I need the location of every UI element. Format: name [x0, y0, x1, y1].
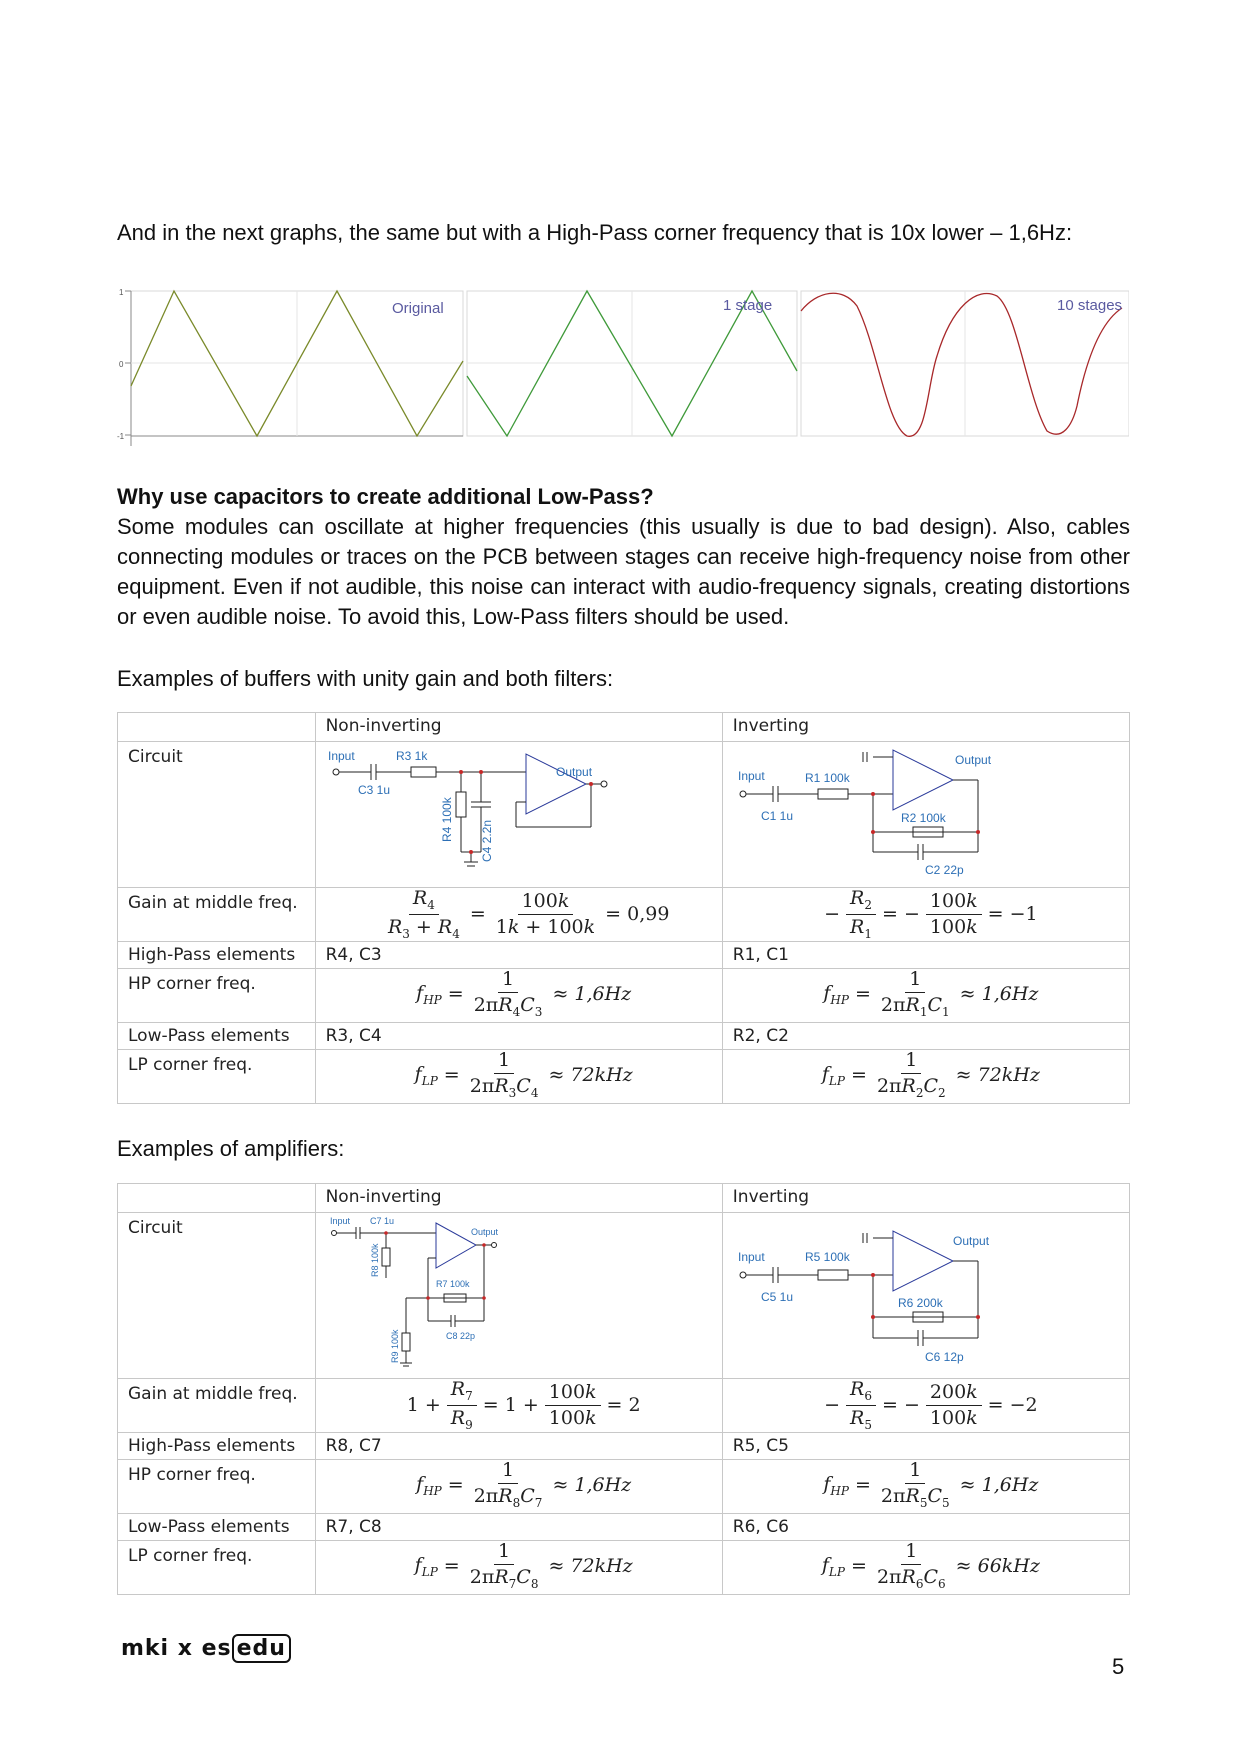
amp-inv-gain-formula: − $\frac{R_6}{R_5}$ = − $\frac{200k}{100k}$ = −2: [824, 1378, 1038, 1432]
amp-row-label-lp-elements: Low-Pass elements: [118, 1514, 316, 1541]
buffer-inv-hp-elements: R1, C1: [722, 942, 1129, 969]
footer-logo: [121, 1636, 291, 1661]
amp-row-label-hp-corner: HP corner freq.: [118, 1460, 316, 1514]
buffer-inv-hp-formula: $f_{HP}$ = $\frac{1}{2\pi R_1C_1}$ ≈ 1,6Hz: [823, 968, 1039, 1019]
graph-label-10-stages: 10 stages: [1057, 297, 1123, 314]
page-number: 5: [1112, 1654, 1125, 1679]
row-label-hp-elements: High-Pass elements: [118, 942, 316, 969]
row-label-lp-elements: Low-Pass elements: [118, 1023, 316, 1050]
buffers-col-inverting: Inverting: [722, 713, 1129, 742]
buffer-noninv-lp-value: ≈ 72kHz: [548, 1063, 633, 1086]
buffers-col-noninverting: Non-inverting: [315, 713, 722, 742]
amp-inv-lp-elements: R6, C6: [722, 1514, 1129, 1541]
graph-panel-10-stages: [801, 291, 1129, 436]
intro-text: And in the next graphs, the same but with a High-Pass corner frequency that is 10x lower – 1,6Hz:: [117, 220, 1073, 245]
amp-noninverting-schematic: [316, 1213, 616, 1373]
nb-input-label: Input: [327, 749, 355, 763]
buffer-inv-lp-formula: $f_{LP}$ = $\frac{1}{2\pi R_2C_2}$ ≈ 72kHz: [821, 1049, 1040, 1100]
nb-output-label: Output: [555, 765, 592, 779]
row-label-circuit: Circuit: [118, 742, 316, 888]
ia-c6-label: C6 12p: [924, 1350, 964, 1364]
buffer-inv-lp-elements: R2, C2: [722, 1023, 1129, 1050]
footer-logo-box: edu: [232, 1634, 291, 1663]
amplifiers-hp-corner-row: [118, 1460, 1130, 1514]
buffers-hp-corner-row: [118, 969, 1130, 1023]
graph-label-original: Original: [392, 300, 444, 317]
amp-inv-hp-value: ≈ 1,6Hz: [959, 1473, 1039, 1496]
buffer-inverting-schematic: [723, 742, 1113, 882]
na-c8-label: C8 22p: [445, 1331, 475, 1341]
buffer-noninv-gain-value: = 0,99: [605, 903, 670, 926]
row-label-lp-corner: LP corner freq.: [118, 1050, 316, 1104]
buffer-noninv-hp-formula: $f_{HP}$ = $\frac{1}{2\pi R_4C_3}$ ≈ 1,6Hz: [416, 968, 632, 1019]
na-output-label: Output: [470, 1227, 498, 1237]
nb-c3-label: C3 1u: [357, 783, 390, 797]
ib-output-label: Output: [954, 753, 991, 767]
buffer-inv-hp-value: ≈ 1,6Hz: [959, 982, 1039, 1005]
ia-c5-label: C5 1u: [760, 1290, 793, 1304]
ib-r1-label: R1 100k: [804, 771, 850, 785]
buffers-gain-row: [118, 888, 1130, 942]
ia-output-label: Output: [952, 1234, 989, 1248]
buffers-lp-corner-row: [118, 1050, 1130, 1104]
amp-noninv-lp-formula: $f_{LP}$ = $\frac{1}{2\pi R_7C_8}$ ≈ 72kHz: [414, 1540, 633, 1591]
ia-r5-label: R5 100k: [804, 1250, 850, 1264]
buffer-noninv-gain-formula: $\frac{R_4}{R_3 + R_4}$ = $\frac{100k}{1k + 100k}$ = 0,99: [387, 887, 670, 941]
row-label-gain: Gain at middle freq.: [118, 888, 316, 942]
buffers-circuit-row: [118, 742, 1130, 888]
graph-panel-original: [117, 288, 463, 446]
buffer-noninv-lp-formula: $f_{LP}$ = $\frac{1}{2\pi R_3C_4}$ ≈ 72kHz: [414, 1049, 633, 1100]
amp-row-label-gain: Gain at middle freq.: [118, 1379, 316, 1433]
buffer-inv-gain-value: = −1: [987, 903, 1038, 926]
na-input-label: Input: [329, 1216, 350, 1226]
buffer-noninverting-schematic: [316, 742, 616, 882]
amp-row-label-hp-elements: High-Pass elements: [118, 1433, 316, 1460]
buffer-inv-lp-value: ≈ 72kHz: [955, 1063, 1040, 1086]
na-r7-label: R7 100k: [435, 1279, 470, 1289]
y-tick-1: 1: [119, 288, 124, 297]
amp-noninv-gain-value: = 2: [606, 1394, 641, 1417]
buffers-title: Examples of buffers with unity gain and both filters:: [117, 666, 614, 691]
amp-noninv-gain-formula: 1 + $\frac{R_7}{R_9}$ = 1 + $\frac{100k}{100k}$ = 2: [406, 1378, 641, 1432]
nb-r4-label: R4 100k: [439, 797, 454, 842]
amp-noninv-lp-value: ≈ 72kHz: [548, 1554, 633, 1577]
graph-label-1-stage: 1 stage: [723, 297, 773, 314]
why-heading: Why use capacitors to create additional Low-Pass?: [117, 484, 654, 509]
ib-r2-label: R2 100k: [900, 811, 946, 825]
amp-inv-lp-value: ≈ 66kHz: [955, 1554, 1040, 1577]
nb-r3-label: R3 1k: [395, 749, 427, 763]
amp-noninv-hp-elements: R8, C7: [315, 1433, 722, 1460]
amplifiers-col-noninverting: Non-inverting: [315, 1184, 722, 1213]
footer-logo-text: mki x es: [121, 1636, 232, 1661]
buffer-noninv-hp-value: ≈ 1,6Hz: [552, 982, 632, 1005]
row-label-hp-corner: HP corner freq.: [118, 969, 316, 1023]
buffers-header-row: [118, 713, 1130, 742]
na-c7-label: C7 1u: [369, 1216, 394, 1226]
amplifiers-circuit-row: [118, 1213, 1130, 1379]
ib-c2-label: C2 22p: [924, 863, 964, 877]
amp-inv-lp-formula: $f_{LP}$ = $\frac{1}{2\pi R_6C_6}$ ≈ 66kHz: [821, 1540, 1040, 1591]
buffer-noninv-hp-elements: R4, C3: [315, 942, 722, 969]
buffers-hp-elements-row: [118, 942, 1130, 969]
ia-input-label: Input: [737, 1250, 765, 1264]
graph-panel-1-stage: [467, 291, 797, 436]
amp-noninv-hp-formula: $f_{HP}$ = $\frac{1}{2\pi R_8C_7}$ ≈ 1,6Hz: [416, 1459, 632, 1510]
amplifiers-gain-row: [118, 1379, 1130, 1433]
why-body: Some modules can oscillate at higher frequencies (this usually is due to bad design). Also, cables connecting modules or traces on the PCB between stages can receive high-frequency noise from other equipment. Even if not audible, this noise can interact with audio-frequency signals, creating distortions or even audible noise. To avoid this, Low-Pass filters should be used.: [117, 514, 1130, 629]
amplifiers-title: Examples of amplifiers:: [117, 1136, 345, 1161]
amp-inv-gain-value: = −2: [987, 1394, 1038, 1417]
amp-row-label-lp-corner: LP corner freq.: [118, 1541, 316, 1595]
buffers-table: [117, 712, 1130, 1104]
ib-c1-label: C1 1u: [760, 809, 793, 823]
amplifiers-lp-corner-row: [118, 1541, 1130, 1595]
amp-inv-hp-formula: $f_{HP}$ = $\frac{1}{2\pi R_5C_5}$ ≈ 1,6Hz: [823, 1459, 1039, 1510]
amp-noninv-hp-value: ≈ 1,6Hz: [552, 1473, 632, 1496]
amplifiers-hp-elements-row: [118, 1433, 1130, 1460]
amp-noninv-lp-elements: R7, C8: [315, 1514, 722, 1541]
amp-inverting-schematic: [723, 1213, 1113, 1373]
buffer-inv-gain-formula: − $\frac{R_2}{R_1}$ = − $\frac{100k}{100k}$ = −1: [824, 887, 1038, 941]
amplifiers-lp-elements-row: [118, 1514, 1130, 1541]
amplifiers-col-inverting: Inverting: [722, 1184, 1129, 1213]
waveform-graphs: [117, 286, 1129, 456]
buffer-noninv-lp-elements: R3, C4: [315, 1023, 722, 1050]
amplifiers-header-row: [118, 1184, 1130, 1213]
buffers-lp-elements-row: [118, 1023, 1130, 1050]
ib-input-label: Input: [737, 769, 765, 783]
y-tick-minus1: -1: [117, 432, 125, 441]
amp-inv-hp-elements: R5, C5: [722, 1433, 1129, 1460]
amp-row-label-circuit: Circuit: [118, 1213, 316, 1379]
amplifiers-table: [117, 1183, 1130, 1595]
y-tick-0: 0: [119, 360, 124, 369]
na-r9-label: R9 100k: [389, 1329, 400, 1363]
ia-r6-label: R6 200k: [897, 1296, 943, 1310]
na-r8-label: R8 100k: [369, 1243, 380, 1277]
nb-c4-label: C4 2.2n: [479, 819, 494, 862]
